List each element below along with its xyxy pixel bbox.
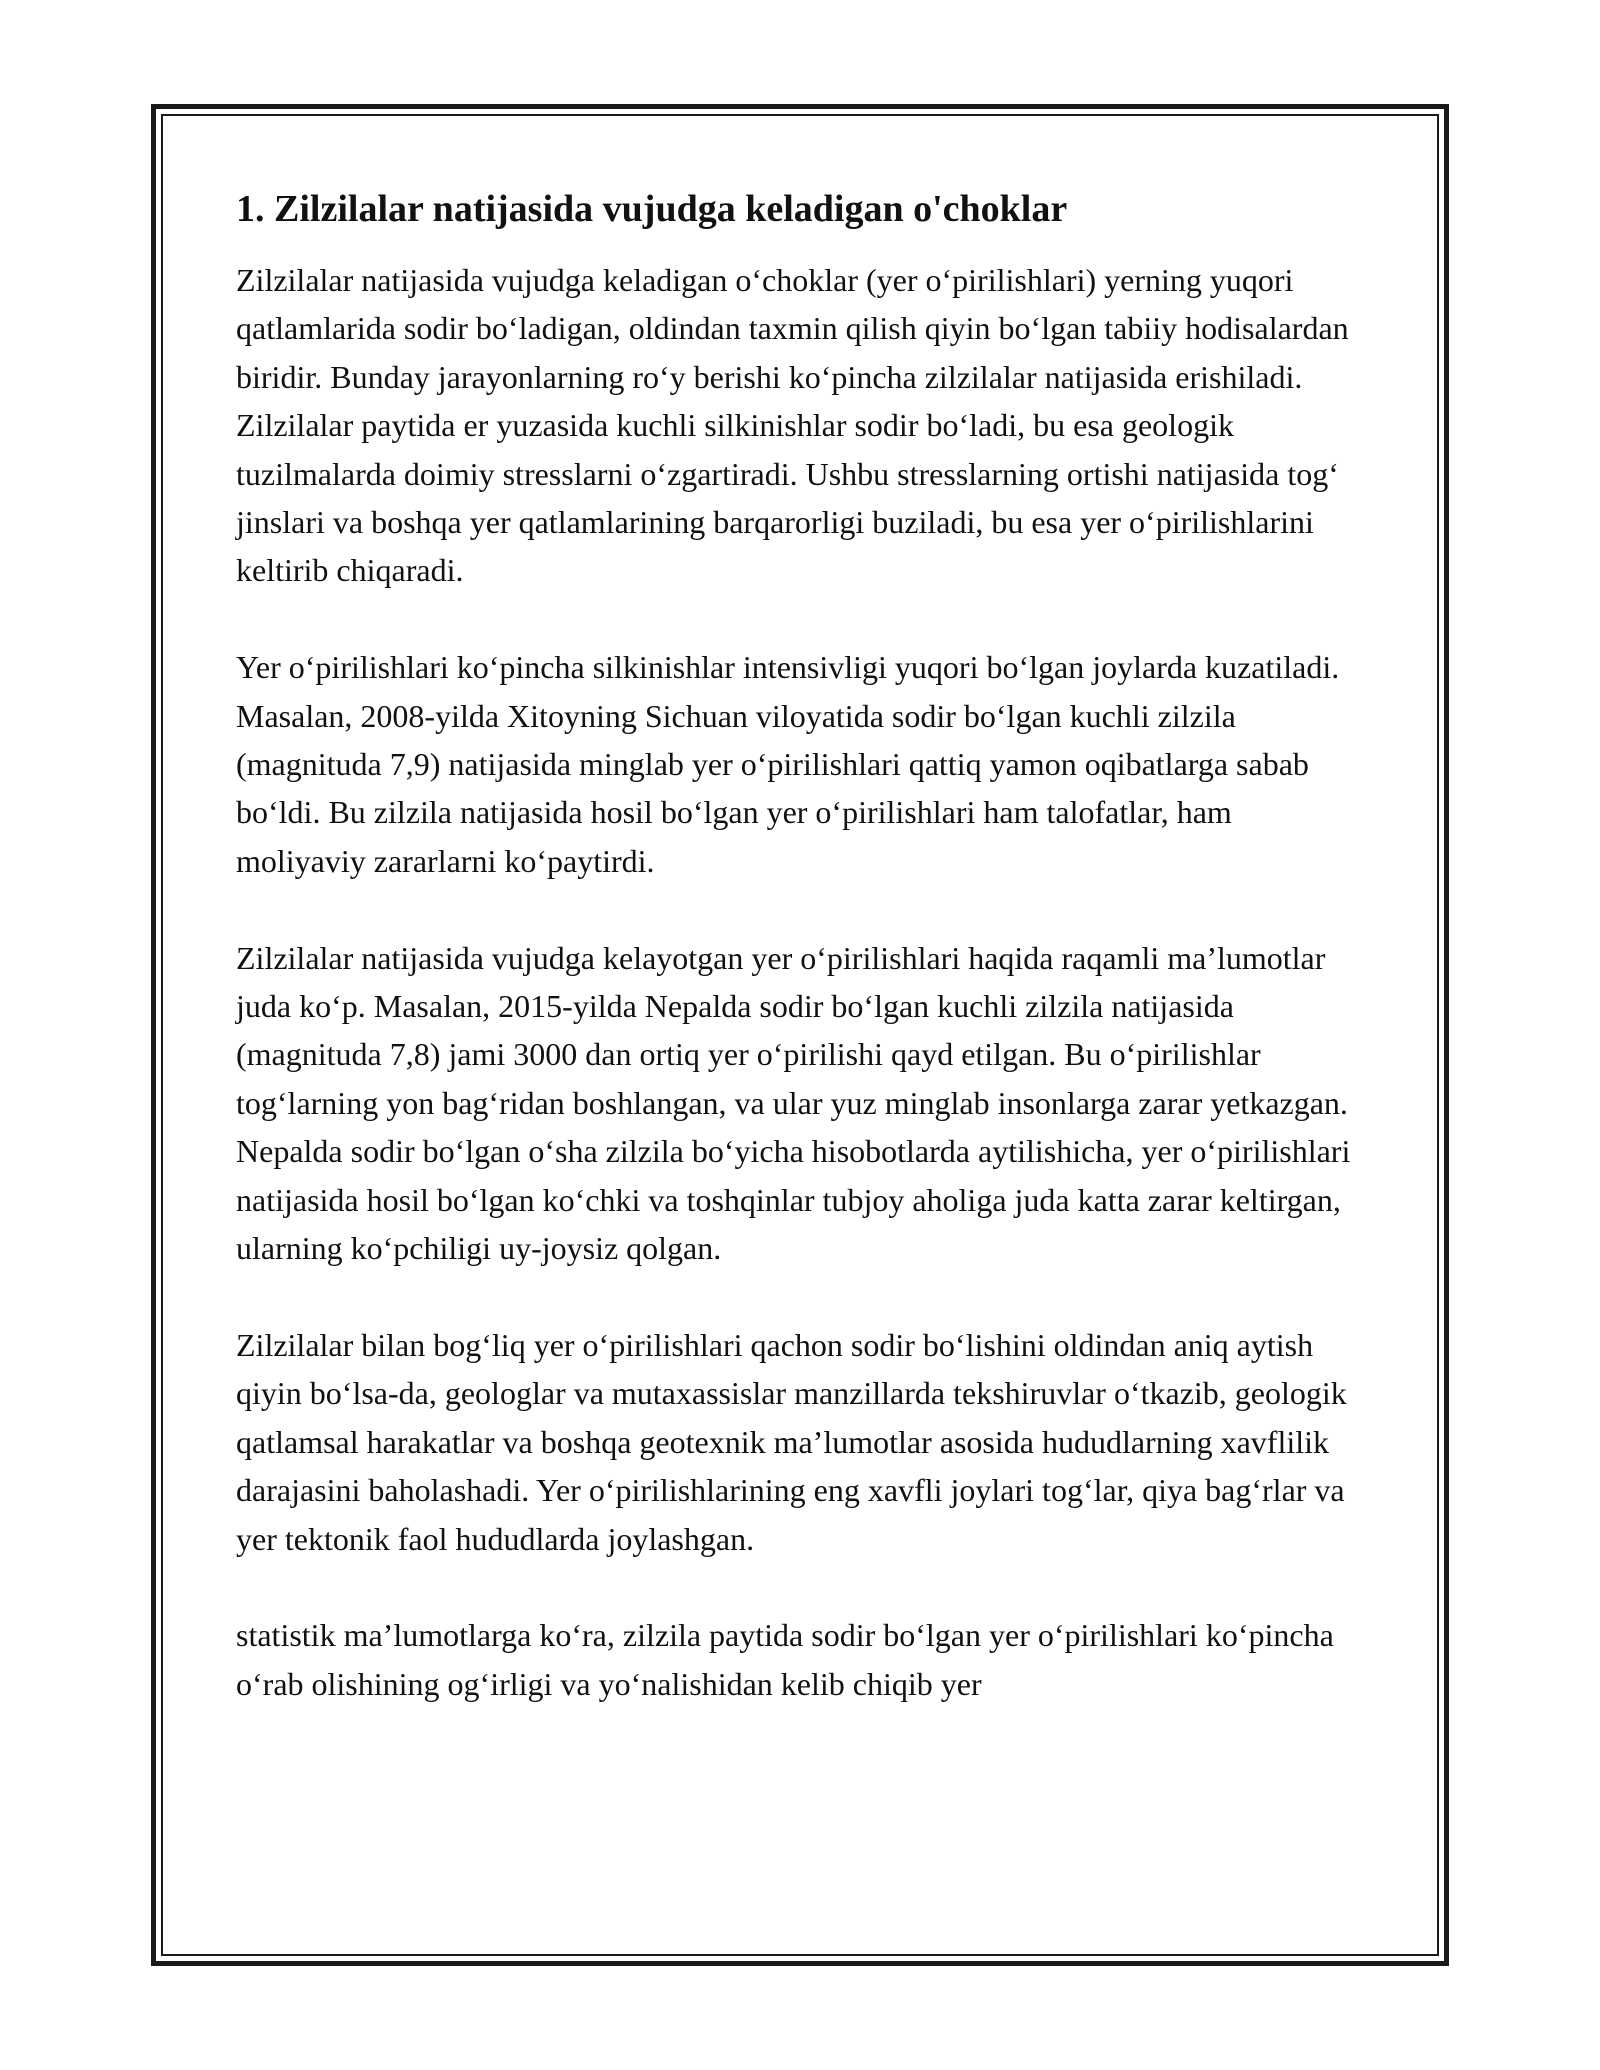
paragraph-4: Zilzilalar bilan bogʻliq yer oʻpirilishlari qachon sodir boʻlishini oldindan aniq aytish qiyin boʻlsa-da, geologlar va mutaxassislar manzillarda tekshiruvlar oʻtkazib, geologik qatlamsal harakatlar va boshqa geotexnik maʼlumotlar asosida hududlarning xavflilik darajasini baholashadi. Yer oʻpirilishlarining eng xavfli joylari togʻlar, qiya bagʻrlar va yer tektonik faol hududlarda joylashgan. xyxy=(236,1326,1347,1557)
paragraph-3: Zilzilalar natijasida vujudga kelayotgan yer oʻpirilishlari haqida raqamli maʼlumotlar juda koʻp. Masalan, 2015-yilda Nepalda sodir boʻlgan kuchli zilzila natijasida (magnituda 7,8) jami 3000 dan ortiq yer oʻpirilishi qayd etilgan. Bu oʻpirilishlar togʻlarning yon bagʻridan boshlangan, va ular yuz minglab insonlarga zarar yetkazgan. Nepalda sodir boʻlgan oʻsha zilzila boʻyicha hisobotlarda aytilishicha, yer oʻpirilishlari natijasida hosil boʻlgan koʻchki va toshqinlar tubjoy aholiga juda katta zarar keltirgan, ularning koʻpchiligi uy-joysiz qolgan. xyxy=(236,939,1351,1267)
paragraph-1: Zilzilalar natijasida vujudga keladigan oʻchoklar (yer oʻpirilishlari) yerning yuqori qatlamlarida sodir boʻladigan, oldindan taxmin qilish qiyin boʻlgan tabiiy hodisalardan biridir. Bunday jarayonlarning roʻy berishi koʻpincha zilzilalar natijasida erishiladi. Zilzilalar paytida er yuzasida kuchli silkinishlar sodir boʻladi, bu esa geologik tuzilmalarda doimiy stresslarni oʻzgartiradi. Ushbu stresslarning ortishi natijasida togʻ jinslari va boshqa yer qatlamlarining barqarorligi buziladi, bu esa yer oʻpirilishlarini keltirib chiqaradi. xyxy=(236,262,1349,589)
paragraph-5: statistik maʼlumotlarga koʻra, zilzila paytida sodir boʻlgan yer oʻpirilishlari koʻpincha oʻrab olishining ogʻirligi va yoʻnalishidan kelib chiqib yer xyxy=(236,1617,1334,1702)
section-heading: 1. Zilzilalar natijasida vujudga keladigan o'choklar xyxy=(236,188,1068,230)
document-body xyxy=(236,186,1368,1708)
paragraph-2: Yer oʻpirilishlari koʻpincha silkinishlar intensivligi yuqori boʻlgan joylarda kuzatiladi. Masalan, 2008-yilda Xitoyning Sichuan viloyatida sodir boʻlgan kuchli zilzila (magnituda 7,9) natijasida minglab yer oʻpirilishlari qattiq yamon oqibatlarga sabab boʻldi. Bu zilzila natijasida hosil boʻlgan yer oʻpirilishlari ham talofatlar, ham moliyaviy zararlarni koʻpaytirdi. xyxy=(236,649,1340,879)
